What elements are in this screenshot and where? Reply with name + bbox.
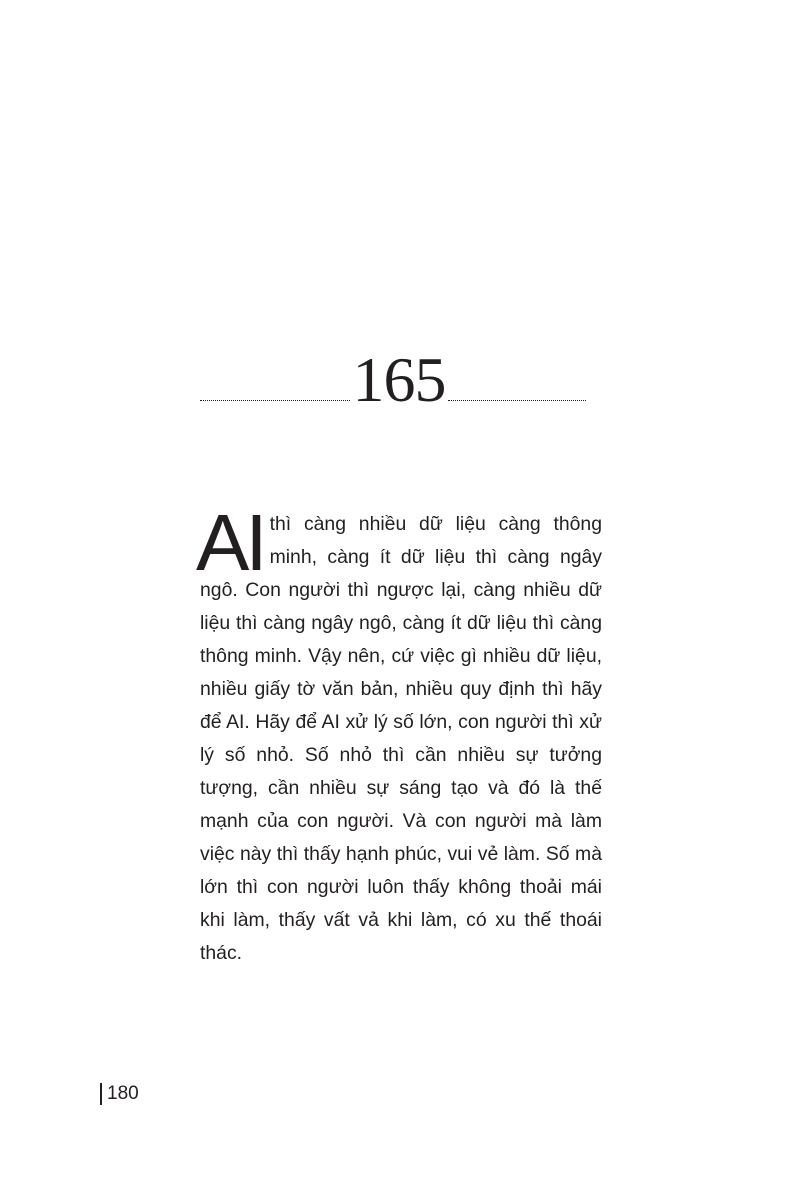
chapter-heading [198, 340, 590, 420]
chapter-number: 165 [352, 344, 446, 415]
body-paragraph [196, 498, 602, 970]
page-number: 180 [107, 1083, 139, 1104]
folio-bar [100, 1083, 102, 1105]
page-footer [100, 1082, 139, 1106]
dotted-rule-left [200, 400, 350, 401]
dotted-rule-right [448, 400, 586, 401]
drop-cap: AI [196, 498, 264, 587]
paragraph-text: thì càng nhiều dữ liệu càng thông minh, càng ít dữ liệu thì càng ngây ngô. Con người thì ngược lại, càng nhiều dữ liệu thì càng ngây ngô, càng ít dữ liệu thì càng thông minh. Vậy nên, cứ việc gì nhiều dữ liệu, nhiều giấy tờ văn bản, nhiều quy định thì hãy để AI. Hãy để AI xử lý số lớn, con người thì xử lý số nhỏ. Số nhỏ thì cần nhiều sự tưởng tượng, cần nhiều sự sáng tạo và đó là thế mạnh của con người. Và con người mà làm việc này thì thấy hạnh phúc, vui vẻ làm. Số mà lớn thì con người luôn thấy không thoải mái khi làm, thấy vất vả khi làm, có xu thế thoái thác. [200, 513, 602, 964]
